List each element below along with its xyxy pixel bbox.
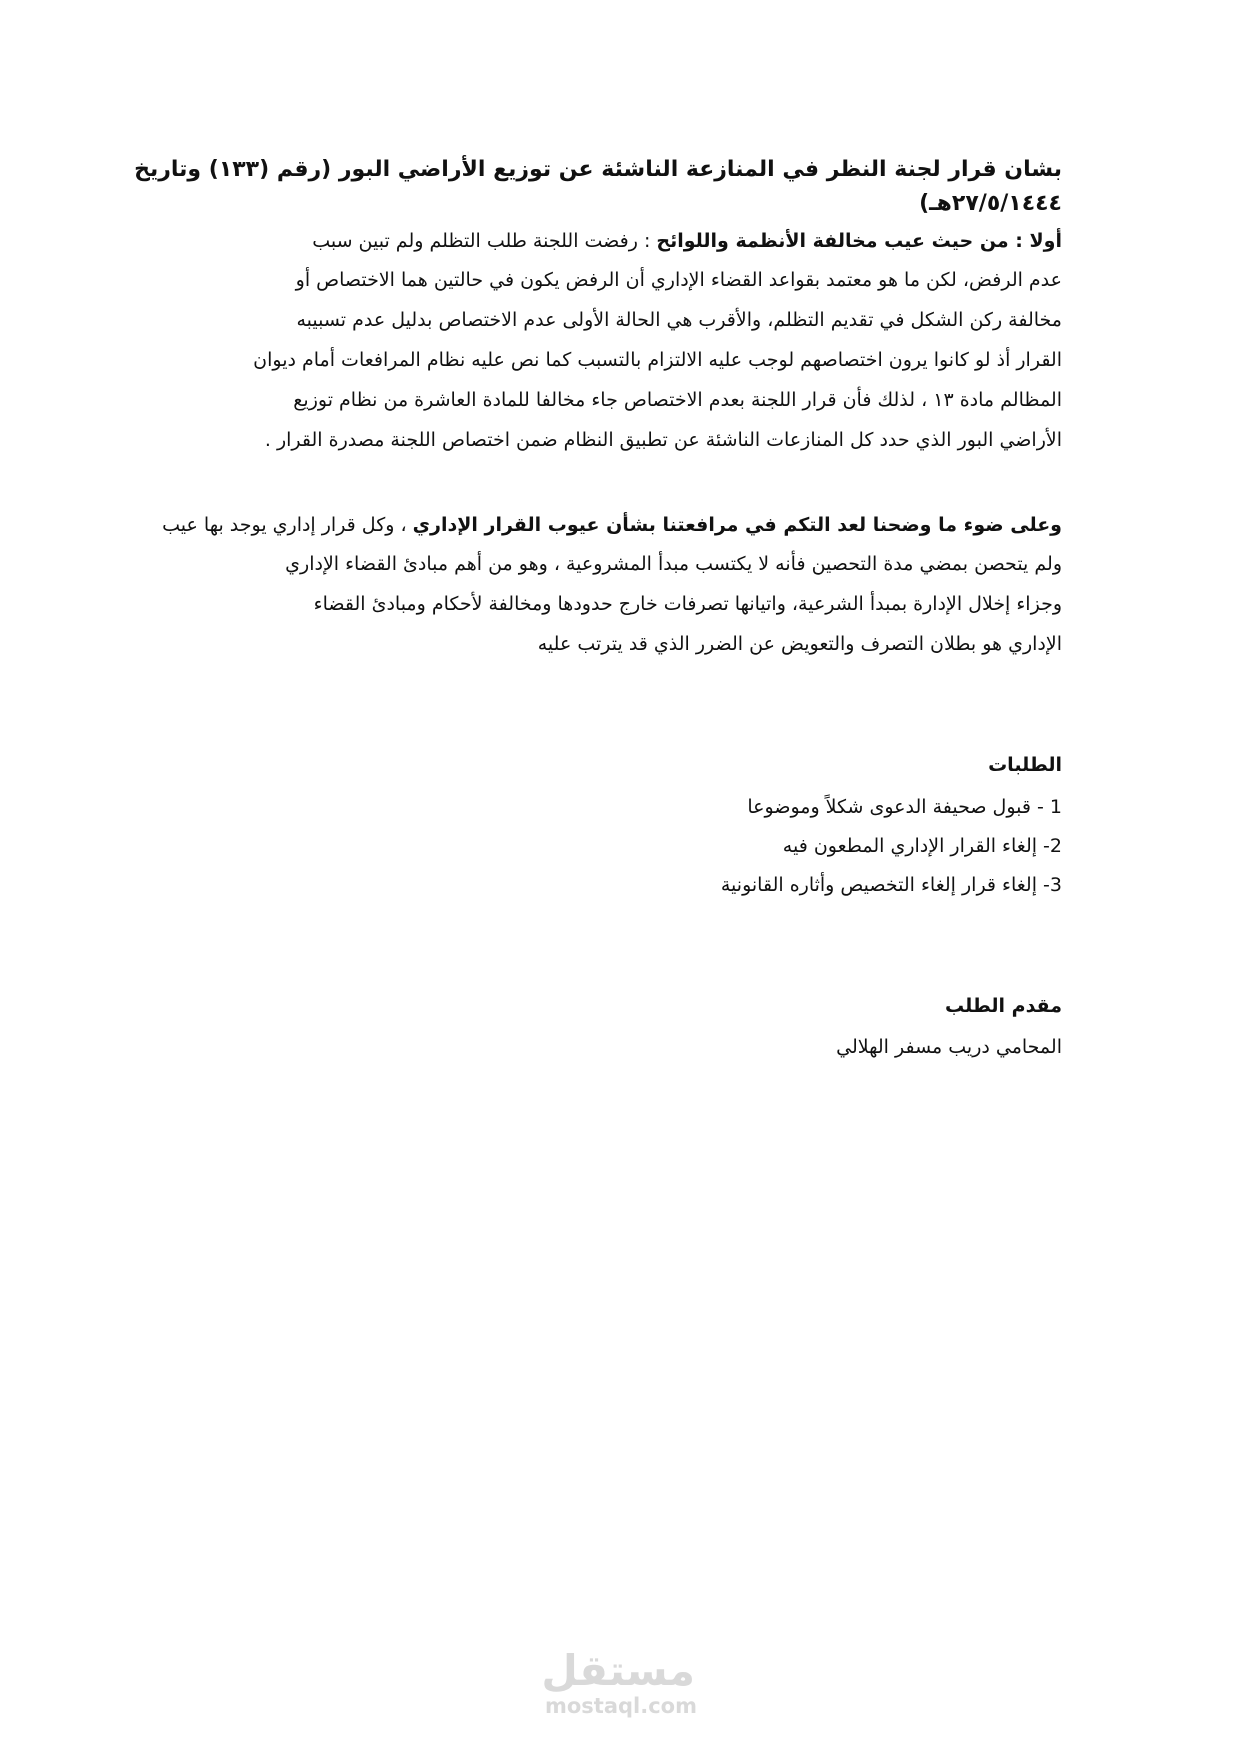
paragraph-line: عدم الرفض، لكن ما هو معتمد بقواعد القضاء الإداري أن الرفض يكون في حالتين هما الاختصاص أو <box>295 269 1062 291</box>
applicant-heading: مقدم الطلب <box>945 995 1062 1017</box>
request-item: 2- إلغاء القرار الإداري المطعون فيه <box>782 835 1062 857</box>
paragraph-line: المظالم مادة ١٣ ، لذلك فأن قرار اللجنة بعدم الاختصاص جاء مخالفا للمادة العاشرة من نظام توزيع <box>293 389 1062 411</box>
paragraph-line: الأراضي البور الذي حدد كل المنازعات الناشئة عن تطبيق النظام ضمن اختصاص اللجنة مصدرة القرار . <box>264 429 1062 451</box>
paragraph-line: وجزاء إخلال الإدارة بمبدأ الشرعية، واتيانها تصرفات خارج حدودها ومخالفة لأحكام ومبادئ القضاء <box>313 593 1062 615</box>
paragraph-line: مخالفة ركن الشكل في تقديم التظلم، والأقرب هي الحالة الأولى عدم الاختصاص بدليل عدم تسبيبه <box>296 309 1062 331</box>
section-1-heading: أولا : من حيث عيب مخالفة الأنظمة واللوائح <box>656 230 1062 252</box>
request-item: 1 - قبول صحيفة الدعوى شكلاً وموضوعا <box>747 796 1062 818</box>
mostaql-watermark <box>541 1646 697 1718</box>
section-2-lead-text: ، وكل قرار إداري يوجد بها عيب <box>162 514 413 536</box>
watermark-url: mostaql.com <box>545 1694 697 1718</box>
title-line-1: بشان قرار لجنة النظر في المنازعة الناشئة عن توزيع الأراضي البور (رقم (١٣٣) وتاريخ <box>134 157 1062 182</box>
section-2-bold-lead: وعلى ضوء ما وضحنا لعد التكم في مرافعتنا بشأن عيوب القرار الإداري <box>412 514 1062 536</box>
section-1-lead-text: : رفضت اللجنة طلب التظلم ولم تبين سبب <box>312 230 657 252</box>
applicant-name: المحامي دريب مسفر الهلالي <box>836 1036 1062 1058</box>
section-1-lead <box>312 226 1062 256</box>
paragraph-line: ولم يتحصن بمضي مدة التحصين فأنه لا يكتسب مبدأ المشروعية ، وهو من أهم مبادئ القضاء الإداري <box>285 553 1062 575</box>
request-item: 3- إلغاء قرار إلغاء التخصيص وأثاره القانونية <box>720 874 1062 896</box>
paragraph-line: الإداري هو بطلان التصرف والتعويض عن الضرر الذي قد يترتب عليه <box>537 633 1062 655</box>
title-line-2: ٢٧/٥/١٤٤٤هـ) <box>919 191 1062 216</box>
section-2-lead <box>162 510 1062 540</box>
paragraph-line: القرار أذ لو كانوا يرون اختصاصهم لوجب عليه الالتزام بالتسبب كما نص عليه نظام المرافعات أمام ديوان <box>253 349 1062 371</box>
requests-heading: الطلبات <box>988 754 1062 776</box>
watermark-logo: مستقل <box>541 1646 695 1695</box>
